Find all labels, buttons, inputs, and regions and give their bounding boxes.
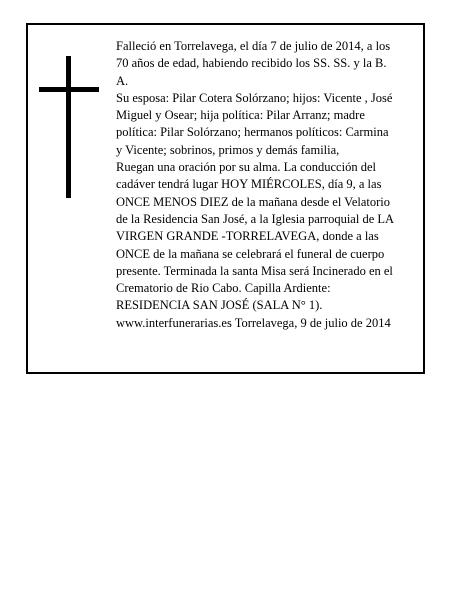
cross-icon bbox=[39, 56, 99, 198]
cross-vertical-bar bbox=[66, 56, 71, 198]
obituary-notice bbox=[26, 23, 425, 374]
obituary-line: Falleció en Torrelavega, el día 7 de julio de 2014, a los bbox=[116, 39, 391, 53]
obituary-line: 70 años de edad, habiendo recibido los SS. SS. y la B. bbox=[116, 56, 387, 71]
obituary-line: política: Pilar Solórzano; hermanos políticos: Carmina bbox=[116, 125, 389, 140]
obituary-line: www.interfunerarias.es Torrelavega, 9 de julio de 2014 bbox=[116, 315, 391, 330]
obituary-line: Crematorio de Rio Cabo. Capilla Ardiente: bbox=[116, 281, 331, 296]
obituary-line: y Vicente; sobrinos, primos y demás familia, bbox=[116, 142, 340, 157]
obituary-text bbox=[116, 38, 421, 332]
obituary-line: cadáver tendrá lugar HOY MIÉRCOLES, día 9, a las bbox=[116, 177, 382, 192]
obituary-line: A. bbox=[116, 73, 129, 88]
obituary-line: Su esposa: Pilar Cotera Solórzano; hijos: Vicente , José bbox=[116, 90, 393, 105]
obituary-line: presente. Terminada la santa Misa será Incinerado en el bbox=[116, 263, 393, 278]
obituary-line: VIRGEN GRANDE -TORRELAVEGA, donde a las bbox=[116, 229, 379, 244]
cross-horizontal-bar bbox=[39, 87, 99, 92]
obituary-line: Ruegan una oración por su alma. La conducción del bbox=[116, 160, 376, 175]
obituary-line: de la Residencia San José, a la Iglesia parroquial de LA bbox=[116, 211, 395, 226]
obituary-line: RESIDENCIA SAN JOSÉ (SALA N° 1). bbox=[116, 298, 323, 313]
obituary-line: ONCE MENOS DIEZ de la mañana desde el Velatorio bbox=[116, 194, 391, 209]
obituary-line: Miguel y Osear; hija política: Pilar Arranz; madre bbox=[116, 108, 365, 123]
obituary-line: ONCE de la mañana se celebrará el funeral de cuerpo bbox=[116, 246, 385, 261]
